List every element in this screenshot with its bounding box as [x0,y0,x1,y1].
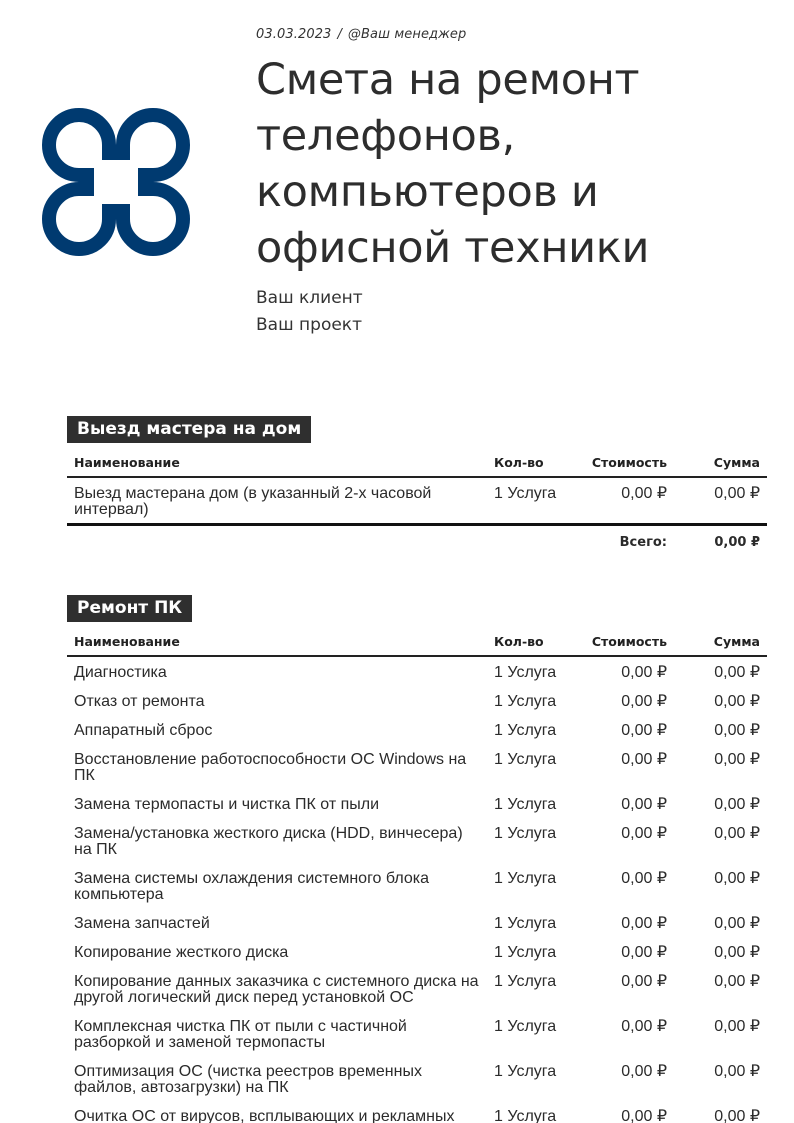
table-row [67,744,767,789]
col-name-header: Наименование [67,628,487,656]
row-sum: 0,00 ₽ [714,944,760,961]
total-value: 0,00 ₽ [674,525,767,557]
row-qty: 1 Услуга [494,1108,557,1123]
row-cost: 0,00 ₽ [621,1108,667,1123]
table-row [67,908,767,937]
row-qty: 1 Услуга [494,1018,557,1035]
row-sum: 0,00 ₽ [714,751,760,768]
row-sum: 0,00 ₽ [714,485,760,502]
row-qty: 1 Услуга [494,796,557,813]
project-name: Ваш проект [256,315,362,335]
section-pc-repair [67,595,767,1123]
row-name: Копирование жесткого диска [74,944,289,961]
row-name: Отказ от ремонта [74,693,205,710]
row-cost: 0,00 ₽ [621,944,667,961]
row-sum: 0,00 ₽ [714,1063,760,1080]
table-row [67,686,767,715]
row-cost: 0,00 ₽ [621,485,667,502]
col-cost-header: Стоимость [580,449,674,477]
row-cost: 0,00 ₽ [621,796,667,813]
col-sum-header: Сумма [674,628,767,656]
table-row [67,656,767,686]
document-date: 03.03.2023 [256,27,332,42]
manager-name: @Ваш менеджер [347,27,467,42]
row-sum: 0,00 ₽ [714,664,760,681]
row-cost: 0,00 ₽ [621,825,667,842]
col-sum-header: Сумма [674,449,767,477]
row-qty: 1 Услуга [494,825,557,842]
row-name: Очитка ОС от вирусов, всплывающих и рекламных [74,1108,455,1123]
row-cost: 0,00 ₽ [621,693,667,710]
client-name: Ваш клиент [256,288,363,308]
meta-separator: / [337,27,342,42]
client-block [256,285,363,339]
table-row [67,1056,767,1101]
row-qty: 1 Услуга [494,1063,557,1080]
row-cost: 0,00 ₽ [621,915,667,932]
col-qty-header: Кол-во [487,449,580,477]
row-sum: 0,00 ₽ [714,722,760,739]
row-cost: 0,00 ₽ [621,722,667,739]
total-spacer [487,525,580,557]
table-row [67,477,767,525]
col-name-header: Наименование [67,449,487,477]
row-name: Оптимизация ОС (чистка реестров временных файлов, автозагрузки) на ПК [74,1063,422,1096]
company-logo-icon [42,108,190,256]
section-home-visit [67,416,767,556]
row-name: Замена запчастей [74,915,210,932]
table-header [67,449,767,477]
row-name: Восстановление работоспособности ОС Windows на ПК [74,751,467,784]
table-row [67,937,767,966]
estimate-table [67,628,767,1123]
row-qty: 1 Услуга [494,944,557,961]
table-header [67,628,767,656]
row-qty: 1 Услуга [494,722,557,739]
row-sum: 0,00 ₽ [714,1018,760,1035]
row-qty: 1 Услуга [494,751,557,768]
row-name: Замена/установка жесткого диска (HDD, винчесера) на ПК [74,825,463,858]
row-sum: 0,00 ₽ [714,870,760,887]
row-sum: 0,00 ₽ [714,693,760,710]
row-name: Аппаратный сброс [74,722,213,739]
row-sum: 0,00 ₽ [714,1108,760,1123]
section-title: Ремонт ПК [67,595,192,622]
row-qty: 1 Услуга [494,693,557,710]
row-qty: 1 Услуга [494,485,557,502]
row-cost: 0,00 ₽ [621,751,667,768]
row-name: Комплексная чистка ПК от пыли с частичной разборкой и заменой термопасты [74,1018,407,1051]
total-row [67,525,767,557]
row-name: Выезд мастерана дом (в указанный 2-х часовой интервал) [74,485,432,518]
col-qty-header: Кол-во [487,628,580,656]
row-name: Копирование данных заказчика с системного диска на другой логический диск перед установкой ОС [74,973,479,1006]
col-cost-header: Стоимость [580,628,674,656]
total-label: Всего: [580,525,674,557]
table-row [67,715,767,744]
row-cost: 0,00 ₽ [621,973,667,990]
row-qty: 1 Услуга [494,664,557,681]
table-row [67,966,767,1011]
table-row [67,818,767,863]
estimate-table [67,449,767,556]
row-sum: 0,00 ₽ [714,796,760,813]
row-cost: 0,00 ₽ [621,664,667,681]
row-name: Замена термопасты и чистка ПК от пыли [74,796,380,813]
row-qty: 1 Услуга [494,973,557,990]
row-sum: 0,00 ₽ [714,915,760,932]
row-cost: 0,00 ₽ [621,870,667,887]
table-row [67,863,767,908]
row-qty: 1 Услуга [494,870,557,887]
row-name: Замена системы охлаждения системного блока компьютера [74,870,429,903]
row-cost: 0,00 ₽ [621,1063,667,1080]
document-title: Смета на ремонт телефонов, компьютеров и офисной техники [256,55,650,273]
row-qty: 1 Услуга [494,915,557,932]
table-row [67,1101,767,1123]
row-sum: 0,00 ₽ [714,973,760,990]
section-title: Выезд мастера на дом [67,416,311,443]
table-row [67,1011,767,1056]
row-sum: 0,00 ₽ [714,825,760,842]
document-meta [256,27,466,42]
row-cost: 0,00 ₽ [621,1018,667,1035]
row-name: Диагностика [74,664,167,681]
total-spacer [67,525,487,557]
table-row [67,789,767,818]
